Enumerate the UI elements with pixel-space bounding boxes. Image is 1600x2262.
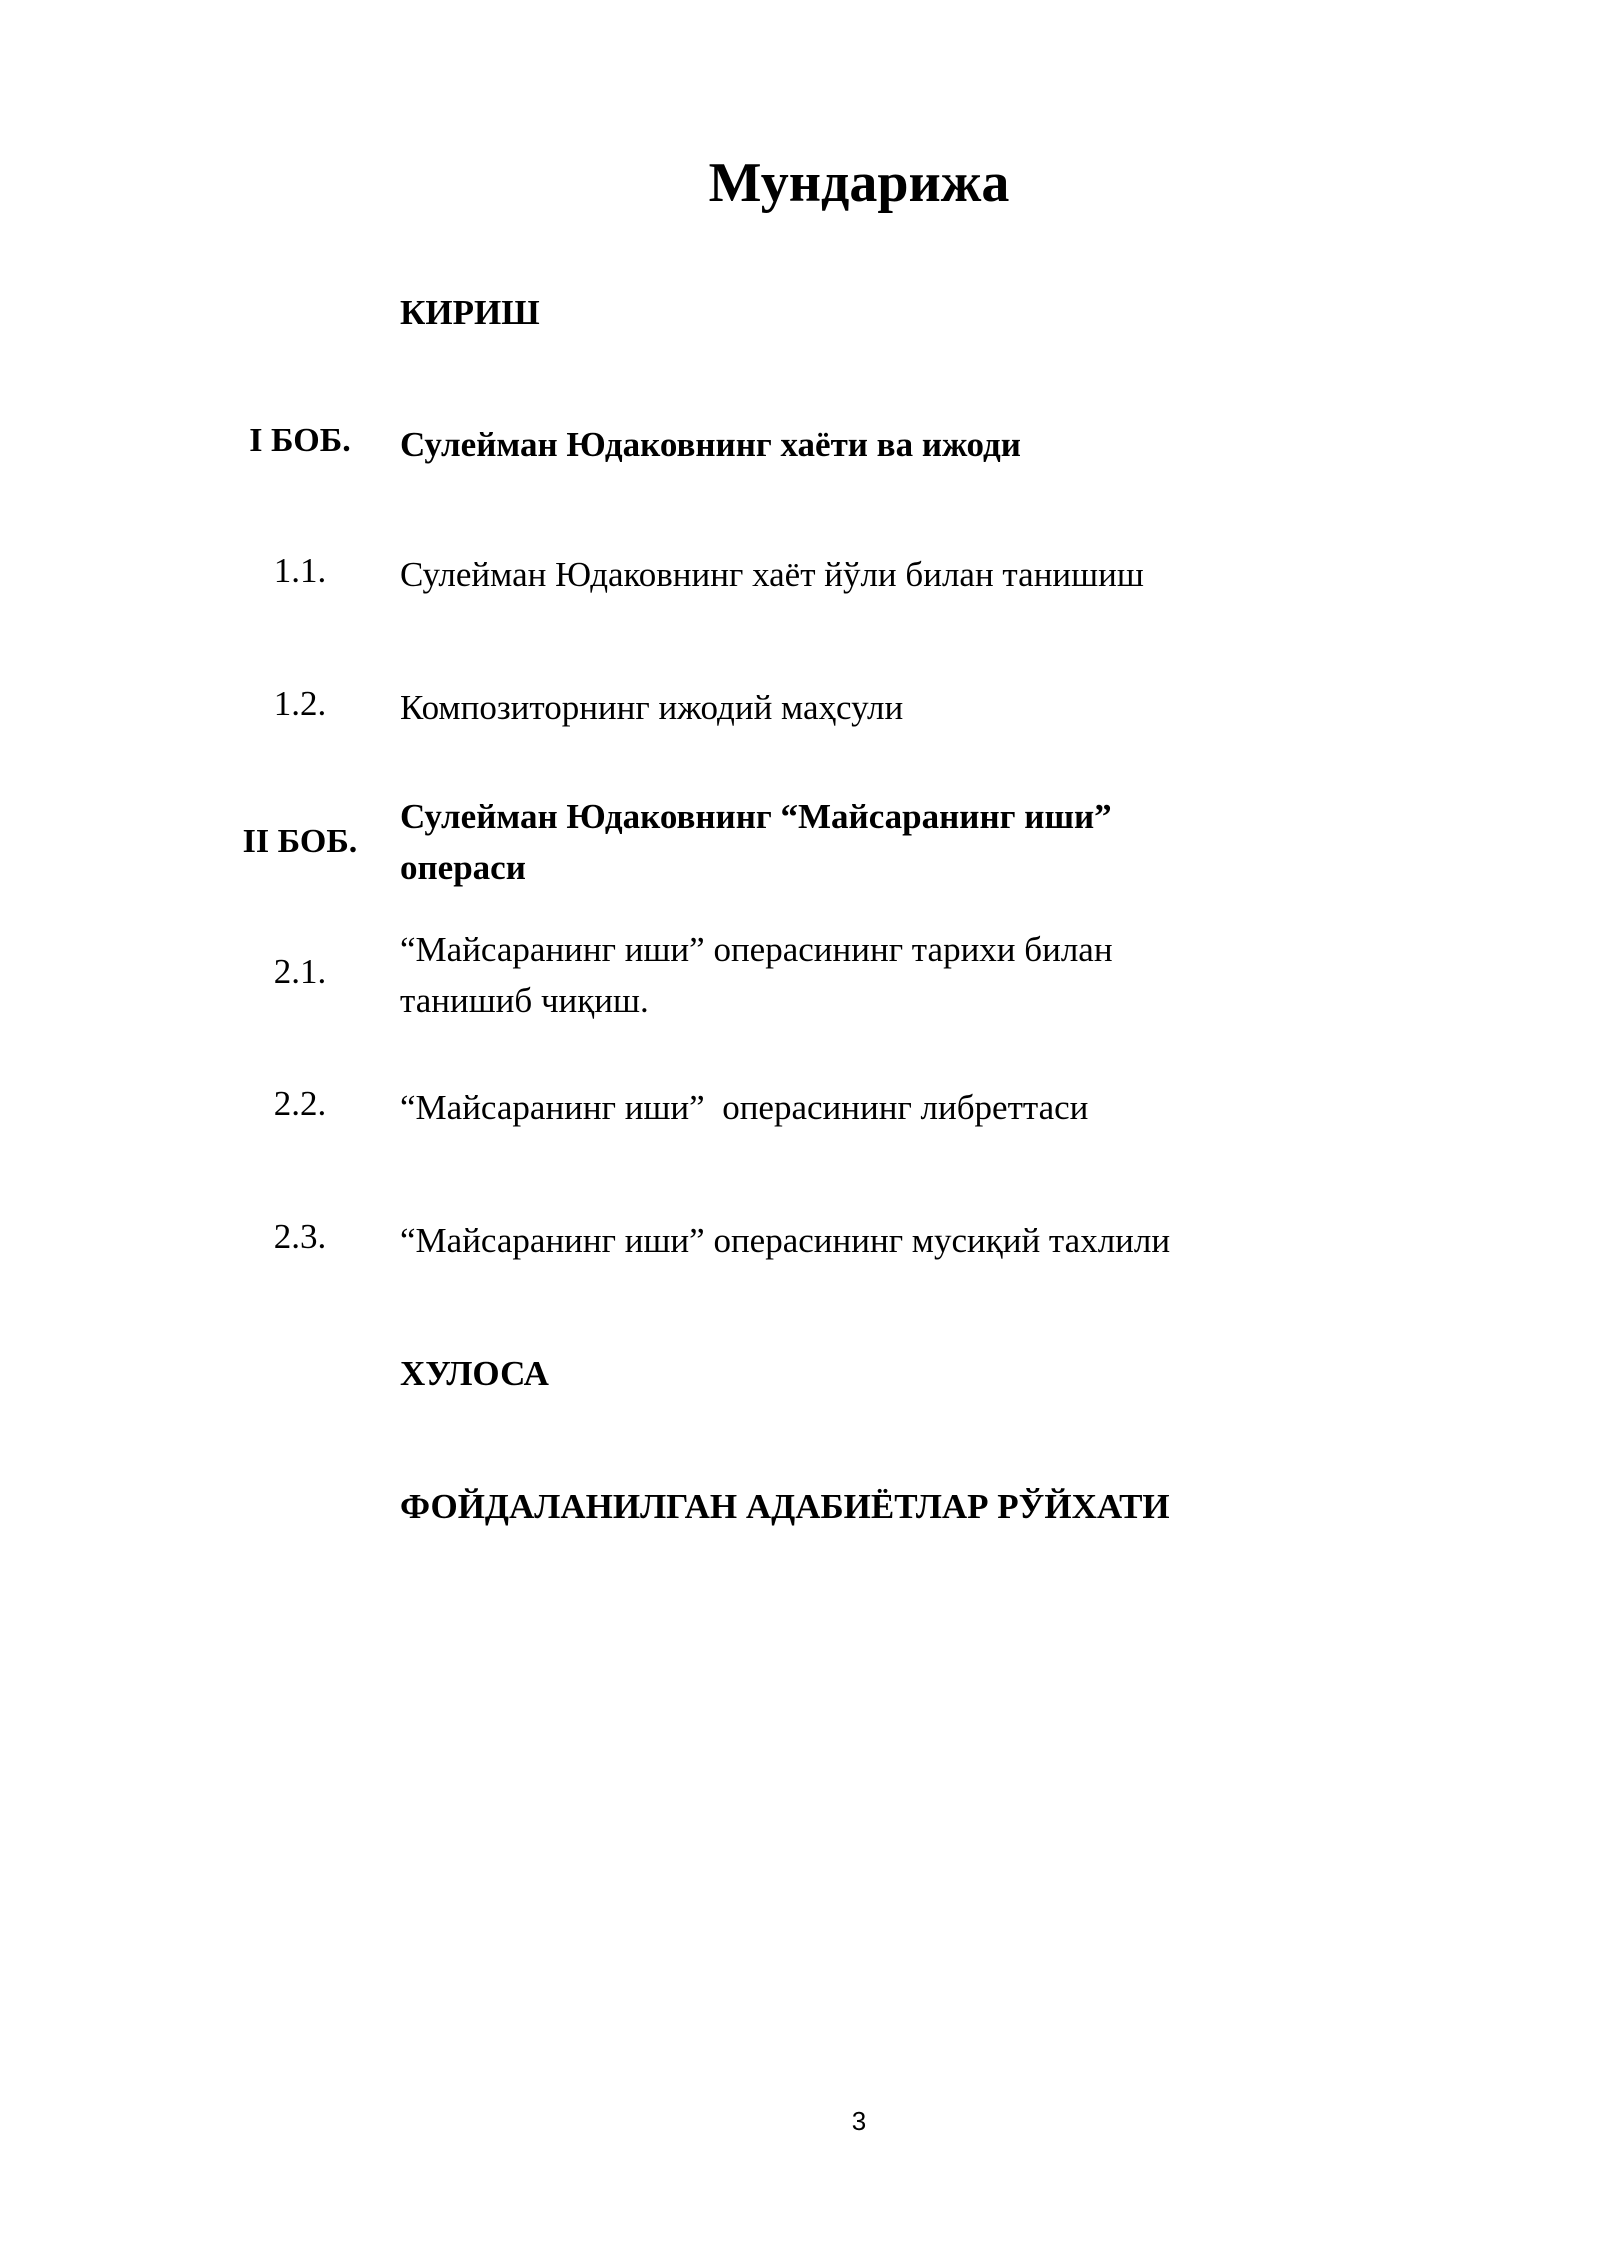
toc-chapter-1-title: Сулейман Юдаковнинг хаёти ва ижоди <box>400 425 1021 464</box>
toc-conclusion-title: ХУЛОСА <box>400 1354 549 1393</box>
page-title: Мундарижа <box>708 152 1010 214</box>
toc-section-2-2-number: 2.2. <box>273 1084 327 1123</box>
toc-section-2-1-title: “Майсаранинг иши” операсининг тарихи билан танишиб чиқиш. <box>400 930 1113 1020</box>
toc-references-row <box>0 1482 1600 1526</box>
toc-references-title: ФОЙДАЛАНИЛГАН АДАБИЁТЛАР РЎЙХАТИ <box>400 1487 1170 1526</box>
toc-chapter-2-row <box>0 792 1600 887</box>
toc-section-1-2-title: Композиторнинг ижодий маҳсули <box>400 688 904 727</box>
toc-section-2-1-row <box>0 925 1600 1020</box>
toc-section-2-3-row <box>0 1216 1600 1260</box>
toc-section-1-1-number: 1.1. <box>273 551 327 590</box>
toc-intro-title: КИРИШ <box>400 293 540 332</box>
toc-chapter-1-number: I БОБ. <box>249 422 351 459</box>
page-number: 3 <box>851 2106 867 2136</box>
toc-intro-row <box>0 288 1600 332</box>
toc-section-2-1-number: 2.1. <box>273 952 327 991</box>
toc-section-1-1-title: Сулейман Юдаковнинг хаёт йўли билан танишиш <box>400 555 1144 594</box>
toc-section-1-2-number: 1.2. <box>273 684 327 723</box>
toc-section-1-1-row <box>0 550 1600 594</box>
toc-section-2-3-title: “Майсаранинг иши” операсининг мусиқий тахлили <box>400 1221 1171 1260</box>
toc-section-1-2-row <box>0 683 1600 727</box>
toc-section-2-2-row <box>0 1083 1600 1127</box>
toc-chapter-2-number: II БОБ. <box>242 823 358 860</box>
toc-chapter-2-title: Сулейман Юдаковнинг “Майсаранинг иши” операси <box>400 797 1112 887</box>
toc-chapter-1-row <box>0 420 1600 464</box>
toc-section-2-3-number: 2.3. <box>273 1217 327 1256</box>
toc-conclusion-row <box>0 1349 1600 1393</box>
toc-section-2-2-title: “Майсаранинг иши” операсининг либреттаси <box>400 1088 1089 1127</box>
